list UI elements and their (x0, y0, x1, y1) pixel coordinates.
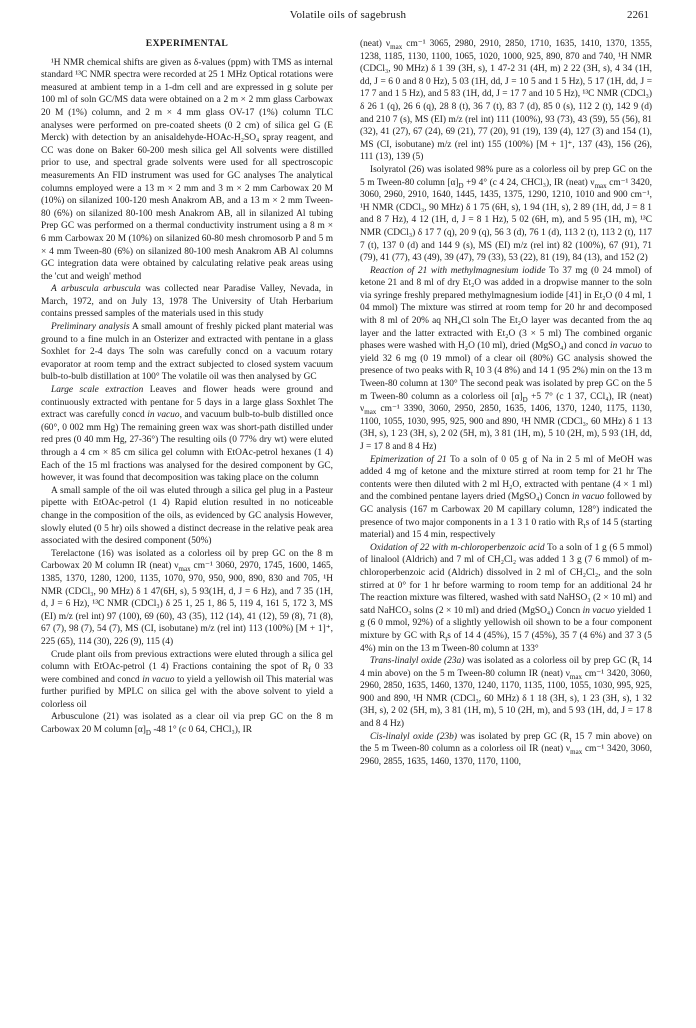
text-run: Reaction of 21 with methylmagnesium iodide (370, 265, 546, 276)
text-run: cm⁻¹ 3390, 3060, 2950, 2850, 1635, 1406, 1370, 1240, 1175, 1130, 1100, 1055, 1030, 995, 925, 900 and 890, ¹H NMR (CDCl₃, 60 MHz) δ 1 13 (3H, s), 1 23 (3H, s), 2 02 (5H, m), 3 81 (1H, m), 5 10 (2H, m), 5 93 (1H, dd, J = 17 8 and 8 4 Hz) (360, 404, 652, 452)
paragraph (360, 164, 652, 265)
text-run: cm⁻¹ 3420, 3060, 2960, 2855, 1635, 1460, 1370, 1170, 1100, (360, 744, 652, 767)
paragraph (41, 283, 333, 321)
section-heading: EXPERIMENTAL (145, 38, 229, 49)
text-run: max (570, 748, 583, 757)
text-run: cm⁻¹ 3420, 3060, 2960, 2910, 1640, 1445, 1435, 1375, 1290, 1210, 1010 and 900 cm⁻¹, ¹H NMR (CDCl₃, 90 MHz) δ 1 75 (6H, s), 1 94 (1H, s), 2 89 (1H, dd, J = 8 1 and 8 7 Hz), 4 12 (1H, d, J = 8 1 Hz), 5 02 (6H, m), and 5 95 (1H, m), ¹³C NMR (CDCl₃) δ 17 7 (q), 20 9 (q), 56 3 (d), 76 1 (d), 113 2 (t), 113 2 (t), 117 7 (t), 137 0 (d) and 144 9 (s), MS (EI) m/z (rel int) 82 (100%), 67 (91), 71 (79), 41 (77), 43 (49), 39 (47), 79 (33), 53 (22), 81 (19), 84 (13), and 152 (2) (360, 177, 652, 264)
text-run: ¹H NMR chemical shifts are given as δ-values (ppm) with TMS as internal standard ¹³C NMR spectra were recorded at 25 1 MHz Optical rotations were measured at ambient temp in a 1-dm cell and are expressed in g solute per 100 ml of soln GC/MS data were obtained on a 2 m × 2 mm glass Carbowax 20 M (1%) column, and 2 m × 4 mm glass OV-17 (1%) column TLC analyses were performed on pre-coated sheets (0 2 cm) of silica gel G (E Merck) with detection by an anisaldehyde-HOAc-H₂SO₄ spray reagent, and CC was done on Baker 60-200 mesh silica gel All solvents were distilled prior to use, and spectral grade solvents were used for all spectroscopic measurements An FID instrument was used for GC analyses The analytical columns employed were a 13 m × 2 mm and 3 m × 2 mm Carbowax 20 M (10%) on silanized 100-120 mesh Anakrom AB, and a 13 m × 2 mm Tween-80 (6%) on silanized 80-100 mesh Anakrom AB, all in silanized Al tubing Prep GC was performed on a thermal conductivity instrument using a 8 m × 6 mm Carbowax 20 M (10%) on silanized 60-80 mesh chromosorb P and 5 m × 4 mm Tween-80 (6%) on silanized 80-100 mesh Anakrom AB Al columns GC integration data were obtained by calculating relative peak areas using the 'cut and weigh' method (41, 57, 333, 282)
paragraph (41, 321, 333, 384)
page-number: 2261 (627, 9, 649, 21)
text-run: To a soln of 0 05 g of Na in 2 5 ml of MeOH was added 4 mg of ketone and the mixture stirred at room temp for 21 hr The contents were then diluted with 2 ml H₂O, extracted with pentane (4 × 1 ml) and the combined pentane layers dried (MgSO₄) Concn (360, 454, 653, 503)
text-run: in vacuo (609, 341, 643, 352)
paragraph (360, 542, 652, 655)
paragraph (41, 384, 333, 485)
text-run: 10 3 (4 8%) and 14 1 (95 2%) min on the 13 m Tween-80 column at 130° The second peak was isolated by prep GC on the 5 m Tween-80 column as a colorless oil [α] (360, 366, 652, 402)
right-column (360, 38, 652, 768)
text-run: cm⁻¹ 3420, 3060, 2960, 2850, 1635, 1460, 1370, 1240, 1170, 1135, 1100, 1055, 1030, 995, 925, 900 and 890, ¹H NMR (CDCl₃, 60 MHz) δ 1 18 (3H, s), 1 23 (3H, s), 1 32 (3H, s), 2 02 (5H, m), 3 81 (1H, m), 5 10 (2H, m), and 5 93 (1H, dd, J = 17 8 and 8 4 Hz) (360, 668, 652, 730)
text-run: A small sample of the oil was eluted through a silica gel plug in a Pasteur pipette with EtOAc-petrol (1 4) Rapid elution resulted in no noticeable change in the composition of the oils, as evidenced by GC analysis However, slowly eluted (0 5 hr) oils showed a distinct decrease in the relative peak area associated with the desired component (50%) (41, 485, 333, 547)
text-run: in vacuo (142, 674, 175, 685)
text-run: s of 14 4 (45%), 15 7 (45%), 35 7 (4 6%) and 37 3 (5 4%) min on the 13 m Tween-80 column at 133° (360, 630, 652, 654)
text-run: max (594, 181, 607, 190)
text-run: To a soln of 1 g (6 5 mmol) of linalool (Aldrich) and 7 ml of CH₂Cl₂ was added 1 3 g (7 6 mmol) of m-chloroperbenzoic acid (Aldrich) dissolved in 2 ml of CH₂Cl₂, and the soln stirred at 0° for 1 hr before warming to room temp for an additional 24 hr The reaction mixture was filtered, washed with satd NaHSO₃ (2 × 10 ml) and satd NaHCO₃ solns (2 × 10 ml) and dried (MgSO₄) Concn (360, 542, 653, 616)
text-run: Large scale extraction (51, 385, 144, 396)
paragraph (41, 711, 333, 736)
text-run: in vacuo (572, 492, 605, 503)
text-run: To 37 mg (0 24 mmol) of ketone 21 and 8 ml of dry Et₂O was added in a dropwise manner to the soln via syringe freshly prepared methylmagnesium iodide [41] in Et₂O (0 4 ml, 1 04 mmol) The mixture was stirred at room temp for 20 hr and decomposed with 8 ml of 20% aq NH₄Cl soln The Et₂O layer was decanted from the aq layer and the latter extracted with Et₂O (3 × 5 ml) The combined organic phases were washed with H₂O (10 ml), dried (MgSO₄) and concd (360, 265, 652, 352)
text-run: D (522, 395, 528, 404)
text-run: Trans-linalyl oxide (23a) (370, 656, 465, 667)
text-run: max (390, 42, 403, 51)
text-run: max (364, 408, 377, 417)
text-run: Crude plant oils from previous extractions were eluted through a silica gel column with EtOAc-petrol (1 4) Fractions containing the spot of R (41, 649, 333, 673)
text-run: D (458, 181, 464, 190)
text-run: in vacuo (147, 410, 180, 421)
paragraph (360, 454, 652, 542)
text-run: +5 7° (c 1 37, CCl₄), IR (neat) ν (360, 391, 652, 415)
text-run: Preliminary analysis (51, 322, 130, 333)
text-run: +9 4° (c 4 24, CHCl₃), IR (neat) ν (463, 177, 595, 188)
text-run: A arbuscula arbuscula (51, 284, 141, 295)
text-run: Epimerization of 21 (370, 454, 447, 465)
text-run: Isolyratol (26) was isolated 98% pure as a colorless oil by prep GC on the 5 m Tween-80 column [α] (360, 164, 652, 188)
text-run: A small amount of freshly picked plant material was ground to a fine mulch in an Osterizer and extracted with pentane in a glass Soxhlet for 2-4 days The soln was carefully concd on a vacuum rotary evaporator at room temp and the extract subjected to closed system vacuum bulb-to-bulb distillation at 100° The volatile oil was then analysed by GC (41, 322, 333, 383)
paragraph (360, 265, 652, 454)
text-run: yielded 1 g (6 0 mmol, 92%) of a slightly yellowish oil shown to be a four component mixture by GC with R (360, 605, 652, 641)
text-run: t (583, 521, 586, 530)
text-run: 14 4 min above) on the 5 m Tween-80 column IR (neat) ν (360, 656, 652, 679)
text-run: 0 33 were combined and concd (41, 662, 333, 685)
text-run: in vacuo (582, 605, 615, 616)
text-run: max (569, 672, 582, 681)
text-run: t (470, 370, 473, 379)
text-run: was collected near Paradise Valley, Nevada, in March, 1972, and on July 13, 1978 The University of Utah Herbarium contains pressed samples of the materials used in this study (41, 284, 333, 320)
paragraph (41, 649, 333, 712)
paragraph (360, 38, 652, 164)
text-run: was isolated by prep GC (R (456, 731, 570, 742)
text-run: t (569, 735, 572, 744)
running-title: Volatile oils of sagebrush (289, 9, 407, 21)
text-run: to yield 32 6 mg (0 19 mmol) of a clear oil (80%) GC analysis showed the presence of two peaks with R (360, 341, 652, 377)
text-run: -48 1° (c 0 64, CHCl₃), IR (150, 725, 252, 736)
text-run: Cis-linalyl oxide (23b) (370, 731, 457, 742)
paragraph (360, 731, 652, 769)
text-run: s of 14 5 (starting material) and 15 4 min, respectively (360, 517, 653, 541)
text-run: to yield a yellowish oil This material was further purified by MPLC on silica gel with the above solvent to yield a colorless oil (41, 674, 333, 710)
text-run: max (178, 565, 191, 574)
text-run: D (145, 728, 151, 737)
paragraph (41, 548, 333, 649)
text-run: f (308, 665, 311, 674)
text-run: cm⁻¹ 3060, 2970, 1745, 1600, 1465, 1385, 1370, 1280, 1200, 1135, 1070, 970, 950, 900, 890, 830 and 705, ¹H NMR (CDCl₃, 90 MHz) δ 1 47(6H, s), 5 93(1H, d, J = 6 Hz), and 7 35 (1H, d, J = 6 Hz), ¹³C NMR (CDCl₃) δ 25 1, 25 1, 86 5, 119 4, 161 5, 172 3, MS (EI) m/z (rel int) 97 (100), 69 (60), 43 (35), 112 (14), 41 (12), 59 (8), 71 (8), 67 (7), 98 (7), 54 (7), MS (CI, isobutane) m/z (rel int) 113 (100%) [M + 1]⁺, 225 (65), 114 (30), 226 (9), 115 (4) (41, 561, 333, 647)
text-run: cm⁻¹ 3065, 2980, 2910, 2850, 1710, 1635, 1410, 1370, 1355, 1238, 1185, 1130, 1100, 1065, 1020, 1000, 925, 890, 870 and 740, ¹H NMR (CDCl₃, 90 MHz) δ 1 39 (3H, s), 1 47-2 31 (4H, m) 2 22 (3H, s), 4 34 (1H, dd, J = 6 0 and 8 0 Hz), 5 03 (1H, dd, J = 10 5 and 1 5 Hz), 5 17 (1H, dd, J = 17 7 and 1 5 Hz), and 5 83 (1H, dd, J = 17 7 and 10 5 Hz), ¹³C NMR (CDCl₃) δ 26 1 (q), 26 6 (q), 28 8 (t), 36 7 (t), 83 7 (d), 85 0 (s), 112 2 (t), 142 9 (d) and 210 7 (s), MS (EI) m/z (rel int) 111 (100%), 93 (73), 43 (59), 55 (56), 81 (32), 41 (27), 67 (24), 69 (21), 77 (20), 91 (19), 139 (4), 127 (3) and 154 (1), MS (CI, isobutane) m/z (rel int) 155 (100%) [M + 1]⁺, 137 (43), 156 (26), 111 (13), 139 (5) (360, 39, 652, 163)
text-run: Terelactone (16) was isolated as a colorless oil by prep GC on the 8 m Carbowax 20 M column IR (neat) ν (41, 548, 333, 572)
text-run: t (445, 634, 448, 643)
left-column (41, 38, 333, 737)
text-run: 15 7 min above) on the 5 m Tween-80 column as a colorless oil IR (neat) ν (360, 731, 652, 755)
paragraph (41, 485, 333, 548)
paragraph (41, 57, 333, 284)
text-run: (neat) ν (360, 39, 391, 49)
text-run: followed by GC analysis (167 m Carbowax 20 M capillary column, 128°) indicated the presence of two major components in a 1 3 1 0 ratio with R (360, 492, 652, 528)
text-run: Arbusculone (21) was isolated as a clear oil via prep GC on the 8 m Carbowax 20 M column [α] (41, 712, 333, 736)
text-run: was isolated as a colorless oil by prep GC (R (464, 656, 639, 667)
text-run: Oxidation of 22 with m-chloroperbenzoic acid (370, 542, 545, 553)
text-run: t (638, 659, 640, 668)
paragraph (360, 655, 652, 731)
text-run: Leaves and flower heads were ground and continuously extracted with pentane for 5 days in a large glass Soxhlet The extract was carefully concd (41, 385, 333, 421)
text-run: , and vacuum bulb-to-bulb distilled once (60°, 0 002 mm Hg) The remaining green wax was short-path distilled under red pres (0 40 mm Hg, 27-36°) The resulting oils (0 77% dry wt) were eluted through a 4 cm × 85 cm silica gel column with EtOAc-petrol hexanes (1 4) Each of the 15 ml fractions was analysed for the desired component by GC, however, it was found that decomposition was taking place on the column (41, 410, 333, 484)
